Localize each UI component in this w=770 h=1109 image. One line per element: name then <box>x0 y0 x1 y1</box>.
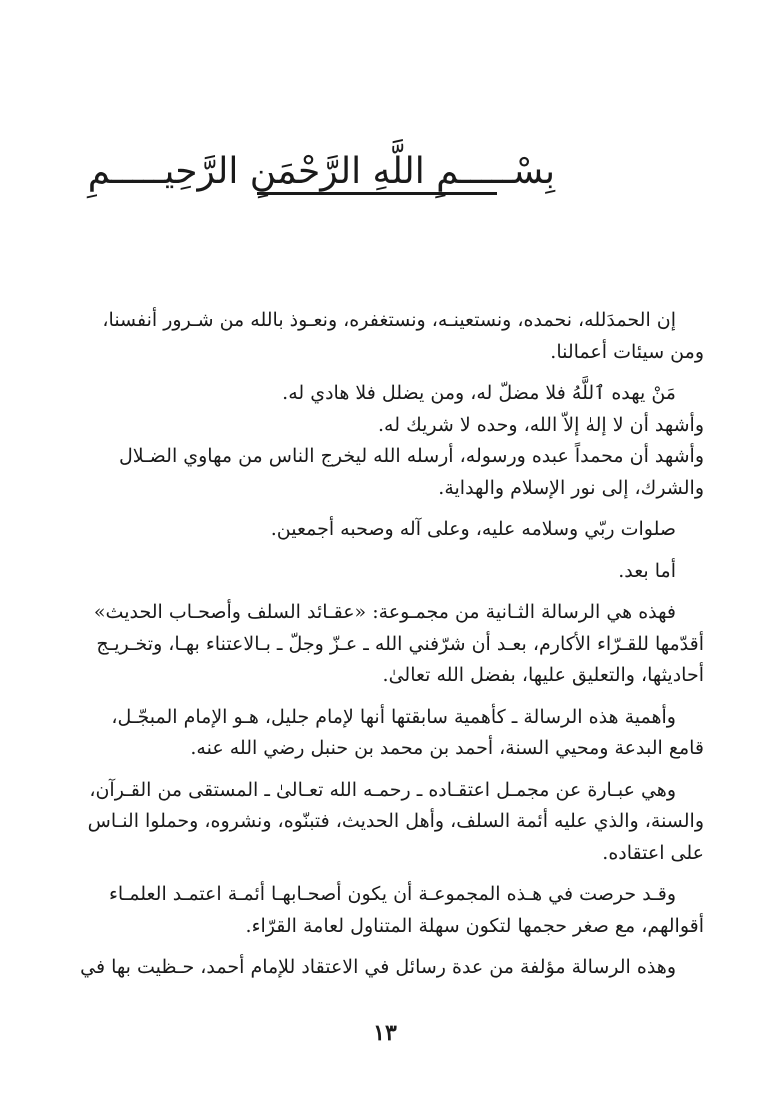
text-line: وأشهد أن محمداً عبده ورسوله، أرسله الله ليخرج الناس من مهاوي الضـلال <box>118 445 704 467</box>
text-line: أما بعد. <box>618 559 676 582</box>
basmala-heading <box>87 148 555 218</box>
text-line: والسنة، والذي عليه أئمة السلف، وأهل الحديث، فتبنّوه، ونشروه، وحملوا النـاس <box>87 810 704 832</box>
text-line: ومن سيئات أعمالنا. <box>550 340 704 363</box>
body-text <box>64 305 704 994</box>
paragraph <box>64 952 704 984</box>
text-line: أقوالهم، مع صغر حجمها لتكون سهلة المتناول لعامة القرّاء. <box>245 914 704 937</box>
page-number: ١٣ <box>373 1020 397 1046</box>
text-line: وأشهد أن لا إلهٰ إلاّ الله، وحده لا شريك له. <box>378 413 704 436</box>
text-line: على اعتقاده. <box>602 841 704 864</box>
text-line: إن الحمدَلله، نحمده، ونستعينـه، ونستغفره، ونعـوذ بالله من شـرور أنفسنا، <box>102 309 676 331</box>
paragraph <box>64 775 704 870</box>
text-line: والشرك، إلى نور الإسلام والهداية. <box>438 476 704 499</box>
paragraph <box>64 514 704 546</box>
paragraph <box>64 378 704 504</box>
paragraph <box>64 597 704 692</box>
basmala-text: بِسْـــــمِ اللَّهِ الرَّحْمَنِ الرَّحِيـــــمِ <box>87 151 555 192</box>
paragraph <box>64 556 704 588</box>
text-line: قامع البدعة ومحيي السنة، أحمد بن محمد بن حنبل رضي الله عنه. <box>190 737 704 759</box>
text-line: وهي عبـارة عن مجمـل اعتقـاده ـ رحمـه الله تعـالىٰ ـ المستقى من القـرآن، <box>89 778 676 801</box>
text-line: أحاديثها، والتعليق عليها، بفضل الله تعالىٰ. <box>382 664 704 686</box>
paragraph <box>64 879 704 942</box>
text-line: صلوات ربّي وسلامه عليه، وعلى آله وصحبه أجمعين. <box>270 518 676 540</box>
text-line: وأهمية هذه الرسالة ـ كأهمية سابقتها أنها لإمام جليل، هـو الإمام المبجّـل، <box>111 705 676 728</box>
text-line: وقـد حرصت في هـذه المجموعـة أن يكون أصحـابهـا أئمـة اعتمـد العلمـاء <box>108 883 676 905</box>
text-line: مَنْ يهده ٱللَّهُ فلا مضلّ له، ومن يضلل فلا هادي له. <box>282 382 676 404</box>
text-line: وهذه الرسالة مؤلفة من عدة رسائل في الاعتقاد للإمام أحمد، حـظيت بها في <box>80 956 676 978</box>
paragraph <box>64 305 704 368</box>
paragraph <box>64 702 704 765</box>
text-line: أقدّمها للقـرّاء الأكارم، بعـد أن شرّفني الله ـ عـزّ وجلّ ـ بـالاعتناء بهـا، وتخـريـج <box>96 632 704 655</box>
text-line: فهذه هي الرسالة الثـانية من مجمـوعة: «عقـائد السلف وأصحـاب الحديث» <box>93 601 676 623</box>
